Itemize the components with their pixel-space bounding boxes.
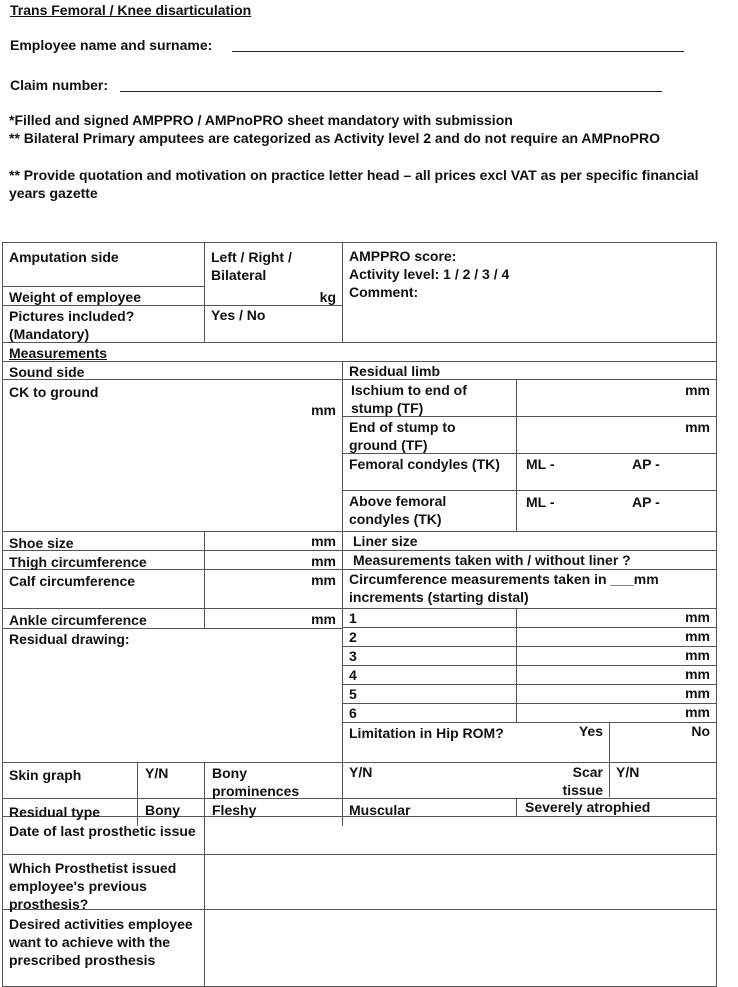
femoral-condyles-ap[interactable]: AP - xyxy=(632,456,660,472)
skin-graph-label: Skin graph xyxy=(9,767,82,783)
scar-tissue-label: Scar tissue xyxy=(562,764,603,798)
increment-3-field[interactable]: mm xyxy=(685,647,710,663)
prosthetist-field[interactable] xyxy=(205,855,716,909)
above-femoral-ap[interactable]: AP - xyxy=(632,494,660,510)
residual-type-severely-atrophied[interactable]: Severely atrophied xyxy=(525,799,651,815)
femoral-condyles-ml[interactable]: ML - xyxy=(526,456,555,472)
ischium-label: Ischium to end of stump (TF) xyxy=(351,382,467,416)
last-issue-field[interactable] xyxy=(205,817,716,854)
circumference-increments-label[interactable]: Circumference measurements taken in ___mm increments (starting distal) xyxy=(349,571,659,605)
increment-4-label: 4 xyxy=(349,667,357,683)
note-quotation: ** Provide quotation and motivation on practice letter head – all prices excl VAT as per specific financial years gazette xyxy=(9,167,699,201)
desired-activities-label: Desired activities employee want to achieve with the prescribed prosthesis xyxy=(9,916,193,968)
thigh-field[interactable]: mm xyxy=(311,553,336,569)
end-stump-label: End of stump to ground (TF) xyxy=(349,419,456,453)
claim-number-field[interactable] xyxy=(120,91,662,92)
hip-rom-no[interactable]: No xyxy=(691,723,710,739)
ankle-label: Ankle circumference xyxy=(9,612,147,628)
hip-rom-label: Limitation in Hip ROM? xyxy=(349,725,504,741)
shoe-size-field[interactable]: mm xyxy=(311,533,336,549)
with-without-liner[interactable]: Measurements taken with / without liner ? xyxy=(353,552,631,568)
bony-prominences-yn[interactable]: Y/N xyxy=(349,764,373,780)
comment-field[interactable]: Comment: xyxy=(349,284,419,300)
increment-5-label: 5 xyxy=(349,686,357,702)
increment-1-label: 1 xyxy=(349,610,357,626)
increment-3-label: 3 xyxy=(349,648,357,664)
weight-label: Weight of employee xyxy=(9,289,141,305)
residual-type-fleshy[interactable]: Fleshy xyxy=(212,802,257,818)
calf-field[interactable]: mm xyxy=(311,572,336,588)
scar-tissue-yn[interactable]: Y/N xyxy=(616,764,640,780)
weight-field[interactable]: kg xyxy=(319,289,336,305)
increment-4-field[interactable]: mm xyxy=(685,666,710,682)
thigh-label: Thigh circumference xyxy=(9,554,147,570)
residual-drawing-area[interactable]: Residual drawing: xyxy=(9,631,130,647)
pictures-options[interactable]: Yes / No xyxy=(211,307,266,323)
ischium-field[interactable]: mm xyxy=(685,382,710,398)
measurements-header: Measurements xyxy=(9,345,108,361)
residual-type-label: Residual type xyxy=(9,804,101,820)
ck-to-ground-label: CK to ground xyxy=(9,384,99,400)
liner-size-label: Liner size xyxy=(353,533,418,549)
hip-rom-yes[interactable]: Yes xyxy=(578,723,603,739)
skin-graph-yn[interactable]: Y/N xyxy=(145,765,169,781)
above-femoral-ml[interactable]: ML - xyxy=(526,494,555,510)
increment-6-field[interactable]: mm xyxy=(685,704,710,720)
residual-type-muscular[interactable]: Muscular xyxy=(349,802,411,818)
residual-type-bony[interactable]: Bony xyxy=(145,802,180,818)
femoral-condyles-label: Femoral condyles (TK) xyxy=(349,456,500,472)
increment-2-field[interactable]: mm xyxy=(685,628,710,644)
page-title: Trans Femoral / Knee disarticulation xyxy=(10,2,252,18)
activity-level-options[interactable]: Activity level: 1 / 2 / 3 / 4 xyxy=(349,266,510,282)
increment-5-field[interactable]: mm xyxy=(685,685,710,701)
last-issue-label: Date of last prosthetic issue xyxy=(9,823,196,839)
claim-number-label: Claim number: xyxy=(10,77,109,93)
shoe-size-label: Shoe size xyxy=(9,535,74,551)
ck-to-ground-field[interactable]: mm xyxy=(311,402,336,418)
residual-limb-header: Residual limb xyxy=(349,363,441,379)
amputation-side-options[interactable]: Left / Right / Bilateral xyxy=(211,249,292,283)
sound-side-header: Sound side xyxy=(9,364,85,380)
above-femoral-label: Above femoral condyles (TK) xyxy=(349,493,447,527)
increment-6-label: 6 xyxy=(349,705,357,721)
amputation-side-label: Amputation side xyxy=(9,249,119,265)
amppro-score-label: AMPPRO score: xyxy=(349,248,457,264)
calf-label: Calf circumference xyxy=(9,573,136,589)
end-stump-field[interactable]: mm xyxy=(685,419,710,435)
bony-prominences-label: Bony prominences xyxy=(212,765,300,799)
increment-2-label: 2 xyxy=(349,629,357,645)
note-bilateral: ** Bilateral Primary amputees are categorized as Activity level 2 and do not require an AMPnoPRO xyxy=(9,130,660,146)
increment-1-field[interactable]: mm xyxy=(685,609,710,625)
employee-name-label: Employee name and surname: xyxy=(10,37,213,53)
ankle-field[interactable]: mm xyxy=(311,611,336,627)
employee-name-field[interactable] xyxy=(232,51,684,52)
pictures-label: Pictures included? (Mandatory) xyxy=(9,308,135,342)
desired-activities-field[interactable] xyxy=(205,910,716,986)
note-amppro: *Filled and signed AMPPRO / AMPnoPRO sheet mandatory with submission xyxy=(9,112,513,128)
prosthetist-label: Which Prosthetist issued employee's previous prosthesis? xyxy=(9,860,177,912)
